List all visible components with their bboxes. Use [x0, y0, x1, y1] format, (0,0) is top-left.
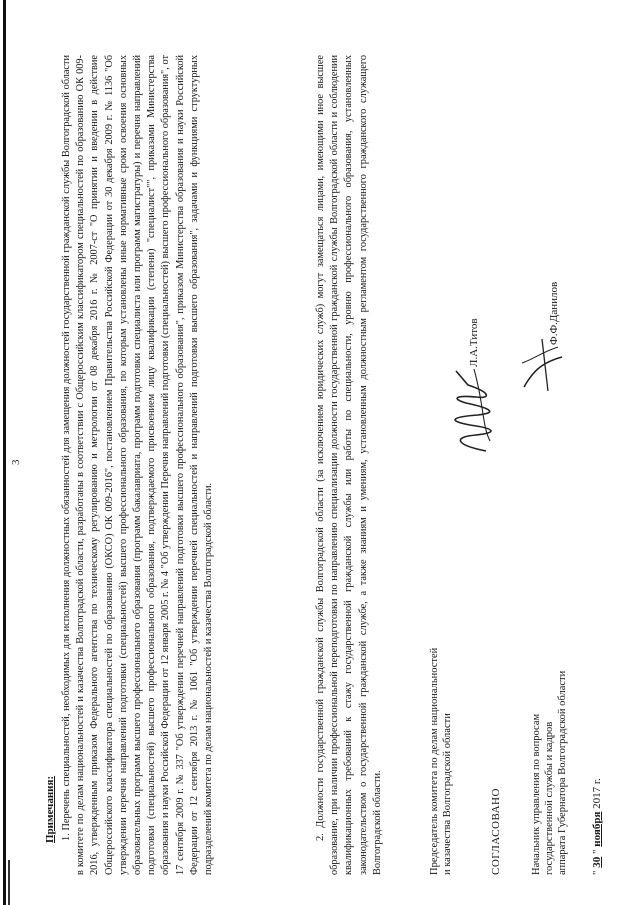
- chairman-signature: [446, 365, 502, 455]
- date-quote-close: ": [591, 849, 603, 854]
- chairman-title: [428, 635, 454, 875]
- date-year: 2017 г.: [591, 778, 603, 809]
- chairman-title-line-1: Председатель комитета по делам национальностей: [429, 647, 440, 875]
- head-title-line-2: государственной службы и кадров: [544, 721, 555, 875]
- note-paragraph-1: 1. Перечень специальностей, необходимых для исполнения должностных обязанностей для замещения должностей государственной гражданской службы Волгоградской области в комитете по делам национальностей и казачества Волгоградской области, разработаны в соответствии с Общероссийским классификатором специальностей по образованию ОК 009-2016, утвержденным приказом Федерального агентства по техническому регулированию и метрологии от 08 декабря 2016 г. № 2007-ст "О принятии и введении в действие Общероссийского классификатора специальностей по образованию (ОКСО) ОК 009-2016", постановлением Правительства Российской Федерации от 30 декабря 2009 г. № 1136 "Об утверждении перечня направлений подготовки (специальностей) высшего профессионального образования, по которым установлены иные нормативные сроки освоения основных образовательных программ высшего профессионального образования (программ бакалавриата, программ подготовки специалиста или программ магистратуры) и перечня направлений подготовки (специальностей) высшего профессионального образования, подтверждаемого присвоением лицу квалификации (степени) "специалист"", приказами Министерства образования и науки Российской Федерации от 12 января 2005 г. № 4 "Об утверждении Перечня направлений подготовки (специальностей) высшего профессионального образования", от 17 сентября 2009 г. № 337 "Об утверждении перечней направлений подготовки высшего профессионального образования", приказом Министерства образования и науки Российской Федерации от 12 сентября 2013 г. № 1061 "Об утверждении перечней специальностей и направлений подготовки высшего образования", задачами и функциями структурных подразделений комитета по делам национальностей и казачества Волгоградской области.: [61, 55, 215, 875]
- note-paragraph-2: 2. Должности государственной гражданской службы Волгоградской области (за исключением юридических служб) могут замещаться лицами, имеющими иное высшее образование, при наличии профессиональной переподготовки по направлению специализации должности государственной гражданской службы Волгоградской области и соблюдении квалификационных требований к стажу государственной гражданской службы или работы по специальности, уровню профессионального образования, установленных законодательством о государственной гражданской службе, а также знаниям и умениям, установленным должностным регламентом государственного гражданского служащего Волгоградской области.: [315, 55, 383, 875]
- date-month: ноября: [591, 811, 603, 847]
- notes-heading: Примечания:: [44, 775, 56, 843]
- head-title-line-1: Начальник управления по вопросам: [531, 713, 542, 875]
- head-title-line-3: аппарата Губернатора Волгоградской области: [557, 670, 568, 875]
- date-day: 30: [591, 856, 603, 868]
- approved-label: СОГЛАСОВАНО: [490, 788, 502, 875]
- approval-date: [591, 778, 603, 875]
- head-title: [530, 605, 569, 875]
- chairman-title-line-2: и казачества Волгоградской области: [442, 713, 453, 875]
- page-number: 3: [10, 459, 22, 465]
- head-signature: [518, 333, 568, 393]
- date-quote-open: ": [591, 870, 603, 875]
- head-name: Ф.Ф.Данилов: [548, 281, 560, 345]
- chairman-name: Л.А.Титов: [468, 318, 480, 367]
